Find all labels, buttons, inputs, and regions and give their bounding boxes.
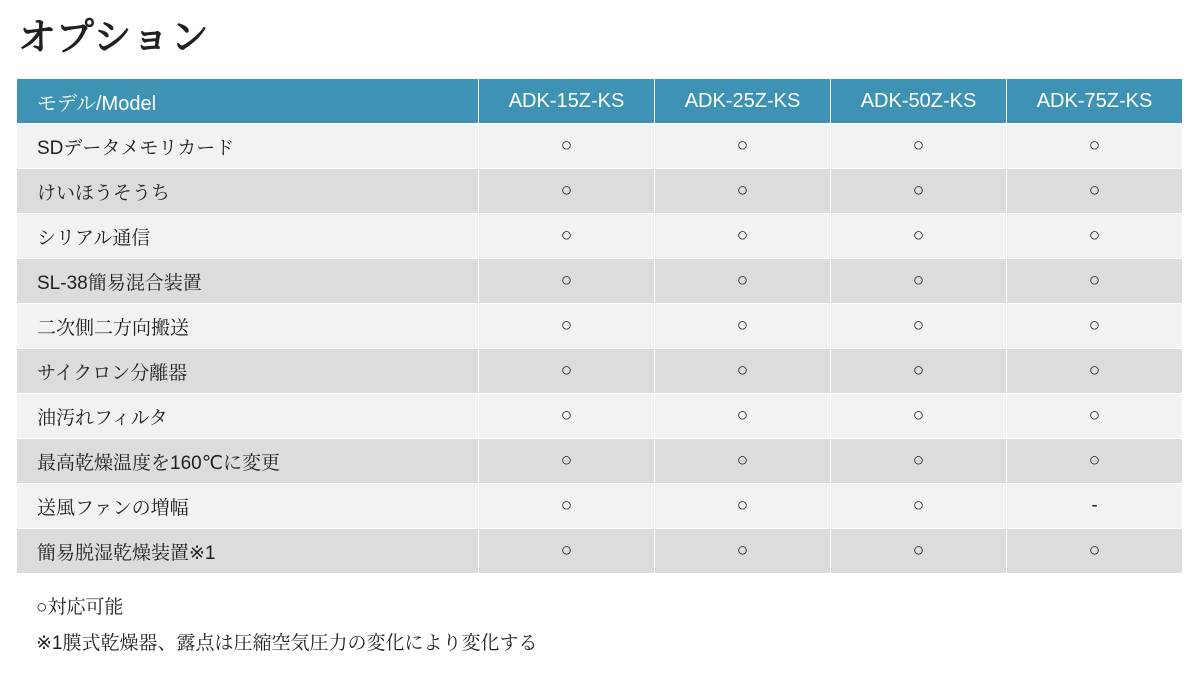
availability-mark: ○ — [560, 405, 573, 426]
availability-mark: ○ — [1088, 540, 1101, 561]
availability-mark: ○ — [560, 360, 573, 381]
column-header-model-label: モデル/Model — [17, 79, 479, 124]
row-value — [479, 484, 655, 529]
availability-mark: ○ — [560, 315, 573, 336]
row-value — [831, 484, 1007, 529]
availability-mark: ○ — [1088, 225, 1101, 246]
row-value — [655, 394, 831, 439]
column-header-model-4: ADK-75Z-KS — [1007, 79, 1183, 124]
availability-mark: ○ — [560, 540, 573, 561]
availability-mark: ○ — [736, 360, 749, 381]
row-value — [1007, 484, 1183, 529]
availability-mark: ○ — [736, 540, 749, 561]
table-body — [17, 124, 1183, 574]
availability-mark: ○ — [560, 225, 573, 246]
row-value — [655, 304, 831, 349]
row-value — [831, 394, 1007, 439]
row-value — [655, 484, 831, 529]
row-value — [479, 349, 655, 394]
row-value — [1007, 124, 1183, 169]
row-value — [479, 394, 655, 439]
availability-mark: ○ — [560, 135, 573, 156]
table-row — [17, 484, 1183, 529]
row-value — [831, 124, 1007, 169]
availability-mark: ○ — [1088, 360, 1101, 381]
row-label: 簡易脱湿乾燥装置※1 — [17, 529, 479, 574]
availability-mark: ○ — [560, 450, 573, 471]
availability-mark: ○ — [560, 495, 573, 516]
table-row — [17, 259, 1183, 304]
table-row — [17, 124, 1183, 169]
row-value — [831, 304, 1007, 349]
column-header-model-3: ADK-50Z-KS — [831, 79, 1007, 124]
table-header-row — [17, 79, 1183, 124]
row-value — [479, 529, 655, 574]
availability-mark: ○ — [912, 495, 925, 516]
availability-mark: ○ — [736, 180, 749, 201]
availability-mark: ○ — [736, 270, 749, 291]
table-header — [17, 79, 1183, 124]
row-value — [655, 214, 831, 259]
availability-mark: ○ — [736, 225, 749, 246]
row-value — [655, 169, 831, 214]
note-footnote-1: ※1膜式乾燥器、露点は圧縮空気圧力の変化により変化する — [36, 633, 538, 655]
row-label: 油汚れフィルタ — [17, 394, 479, 439]
row-value — [479, 304, 655, 349]
row-label: 送風ファンの増幅 — [17, 484, 479, 529]
availability-mark: ○ — [912, 450, 925, 471]
row-value — [479, 259, 655, 304]
row-value — [655, 259, 831, 304]
table-row — [17, 214, 1183, 259]
availability-mark: ○ — [1088, 405, 1101, 426]
table-row — [17, 169, 1183, 214]
availability-mark: ○ — [736, 495, 749, 516]
row-value — [1007, 259, 1183, 304]
availability-mark: ○ — [1088, 180, 1101, 201]
row-label: シリアル通信 — [17, 214, 479, 259]
row-label: SL-38簡易混合装置 — [17, 259, 479, 304]
availability-mark: ○ — [912, 180, 925, 201]
row-value — [1007, 349, 1183, 394]
table-row — [17, 304, 1183, 349]
availability-mark: ○ — [736, 135, 749, 156]
row-value — [479, 214, 655, 259]
availability-mark: ○ — [1088, 315, 1101, 336]
page-title: オプション — [18, 17, 210, 60]
row-value — [655, 124, 831, 169]
row-value — [831, 529, 1007, 574]
row-value — [1007, 214, 1183, 259]
row-label: サイクロン分離器 — [17, 349, 479, 394]
availability-mark: ○ — [912, 315, 925, 336]
row-value — [655, 349, 831, 394]
row-value — [831, 169, 1007, 214]
row-value — [1007, 394, 1183, 439]
availability-mark: ○ — [912, 225, 925, 246]
availability-mark: ○ — [1088, 270, 1101, 291]
table-row — [17, 394, 1183, 439]
availability-mark: ○ — [912, 405, 925, 426]
table-row — [17, 529, 1183, 574]
availability-mark: ○ — [736, 450, 749, 471]
column-header-model-2: ADK-25Z-KS — [655, 79, 831, 124]
row-value — [655, 439, 831, 484]
row-value — [831, 349, 1007, 394]
table-notes — [16, 590, 1182, 662]
row-value — [1007, 169, 1183, 214]
availability-mark: - — [1091, 495, 1098, 516]
availability-mark: ○ — [1088, 450, 1101, 471]
availability-mark: ○ — [560, 180, 573, 201]
row-value — [1007, 439, 1183, 484]
row-value — [655, 529, 831, 574]
availability-mark: ○ — [912, 540, 925, 561]
row-label: けいほうそうち — [17, 169, 479, 214]
row-value — [479, 169, 655, 214]
note-legend: ○対応可能 — [36, 597, 124, 618]
availability-mark: ○ — [912, 135, 925, 156]
row-value — [831, 259, 1007, 304]
row-label: SDデータメモリカード — [17, 124, 479, 169]
row-value — [1007, 304, 1183, 349]
row-label: 二次側二方向搬送 — [17, 304, 479, 349]
availability-mark: ○ — [912, 360, 925, 381]
table-row — [17, 439, 1183, 484]
availability-mark: ○ — [560, 270, 573, 291]
row-value — [479, 124, 655, 169]
availability-mark: ○ — [1088, 135, 1101, 156]
availability-mark: ○ — [736, 315, 749, 336]
row-value — [831, 214, 1007, 259]
availability-mark: ○ — [912, 270, 925, 291]
options-table — [16, 78, 1183, 574]
row-value — [479, 439, 655, 484]
row-label: 最高乾燥温度を160℃に変更 — [17, 439, 479, 484]
availability-mark: ○ — [736, 405, 749, 426]
row-value — [831, 439, 1007, 484]
row-value — [1007, 529, 1183, 574]
options-page — [0, 8, 1198, 689]
table-row — [17, 349, 1183, 394]
column-header-model-1: ADK-15Z-KS — [479, 79, 655, 124]
